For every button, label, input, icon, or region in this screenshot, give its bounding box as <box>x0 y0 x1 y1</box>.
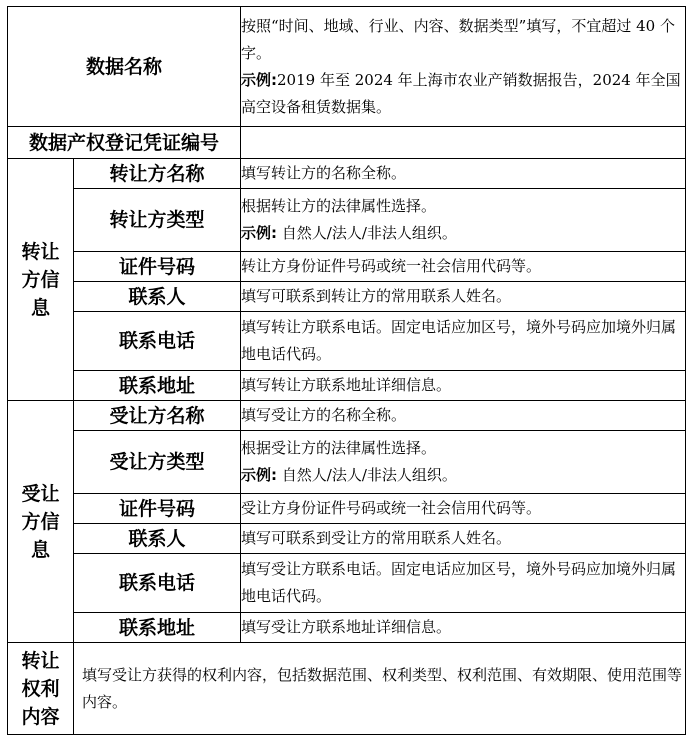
transferee-type-desc: 根据受让方的法律属性选择。 <box>241 439 437 457</box>
transferor-contact-label: 联系人 <box>74 282 241 312</box>
row-transferor-id <box>8 252 686 282</box>
transferor-contact-desc: 填写可联系到转让方的常用联系人姓名。 <box>241 282 686 312</box>
transferee-type-label: 受让方类型 <box>74 431 241 494</box>
data-name-label: 数据名称 <box>8 7 241 127</box>
transferee-phone-desc: 填写受让方联系电话。固定电话应加区号，境外号码应加境外归属地电话代码。 <box>241 554 686 613</box>
transferor-group-label <box>8 159 74 401</box>
transferee-address-label: 联系地址 <box>74 613 241 643</box>
row-transferor-type <box>8 189 686 252</box>
rights-desc: 填写受让方获得的权利内容，包括数据范围、权利类型、权利范围、有效期限、使用范围等内容。 <box>74 643 686 735</box>
cert-no-value <box>241 127 686 159</box>
data-name-desc: 按照“时间、地域、行业、内容、数据类型”填写，不宜超过 40 个字。 <box>241 16 675 62</box>
transferor-type-desc: 根据转让方的法律属性选择。 <box>241 197 437 215</box>
transferor-address-label: 联系地址 <box>74 371 241 401</box>
transferor-type-example-text: 自然人/法人/非法人组织。 <box>281 224 457 242</box>
transferor-id-label: 证件号码 <box>74 252 241 282</box>
row-cert-no <box>8 127 686 159</box>
row-transferor-phone <box>8 312 686 371</box>
row-transferee-name <box>8 401 686 431</box>
row-transferee-address <box>8 613 686 643</box>
transferee-type-desc-cell <box>241 431 686 494</box>
transferee-group-text: 受让方信息 <box>21 482 60 561</box>
transferor-address-desc: 填写转让方联系地址详细信息。 <box>241 371 686 401</box>
transferee-contact-desc: 填写可联系到受让方的常用联系人姓名。 <box>241 524 686 554</box>
transferee-type-example-label: 示例: <box>241 466 278 484</box>
rights-label <box>8 643 74 735</box>
transferor-name-label: 转让方名称 <box>74 159 241 189</box>
transferor-name-desc: 填写转让方的名称全称。 <box>241 159 686 189</box>
transferor-type-desc-cell <box>241 189 686 252</box>
row-rights <box>8 643 686 735</box>
transferee-type-example <box>241 462 685 489</box>
transferor-id-desc: 转让方身份证件号码或统一社会信用代码等。 <box>241 252 686 282</box>
row-transferee-type <box>8 431 686 494</box>
row-transferor-contact <box>8 282 686 312</box>
row-transferor-name <box>8 159 686 189</box>
row-transferee-contact <box>8 524 686 554</box>
data-name-example-label: 示例: <box>241 70 278 89</box>
row-transferee-phone <box>8 554 686 613</box>
transferee-name-label: 受让方名称 <box>74 401 241 431</box>
transferor-type-example-label: 示例: <box>241 224 278 242</box>
transferee-name-desc: 填写受让方的名称全称。 <box>241 401 686 431</box>
transferor-phone-label: 联系电话 <box>74 312 241 371</box>
transferor-type-example <box>241 220 685 247</box>
transferor-group-text: 转让方信息 <box>21 240 60 319</box>
transferee-id-label: 证件号码 <box>74 494 241 524</box>
transferee-group-label <box>8 401 74 643</box>
row-data-name <box>8 7 686 127</box>
row-transferee-id <box>8 494 686 524</box>
data-name-desc-cell <box>241 7 686 127</box>
transferee-id-desc: 受让方身份证件号码或统一社会信用代码等。 <box>241 494 686 524</box>
cert-no-label: 数据产权登记凭证编号 <box>8 127 241 159</box>
registration-form-table <box>7 6 686 735</box>
data-name-example <box>241 67 685 121</box>
row-transferor-address <box>8 371 686 401</box>
rights-label-text: 转让权利内容 <box>21 649 60 728</box>
transferee-address-desc: 填写受让方联系地址详细信息。 <box>241 613 686 643</box>
transferee-contact-label: 联系人 <box>74 524 241 554</box>
transferor-type-label: 转让方类型 <box>74 189 241 252</box>
data-name-example-text: 2019 年至 2024 年上海市农业产销数据报告，2024 年全国高空设备租赁数据集。 <box>241 70 681 116</box>
transferee-type-example-text: 自然人/法人/非法人组织。 <box>281 466 457 484</box>
transferor-phone-desc: 填写转让方联系电话。固定电话应加区号，境外号码应加境外归属地电话代码。 <box>241 312 686 371</box>
transferee-phone-label: 联系电话 <box>74 554 241 613</box>
